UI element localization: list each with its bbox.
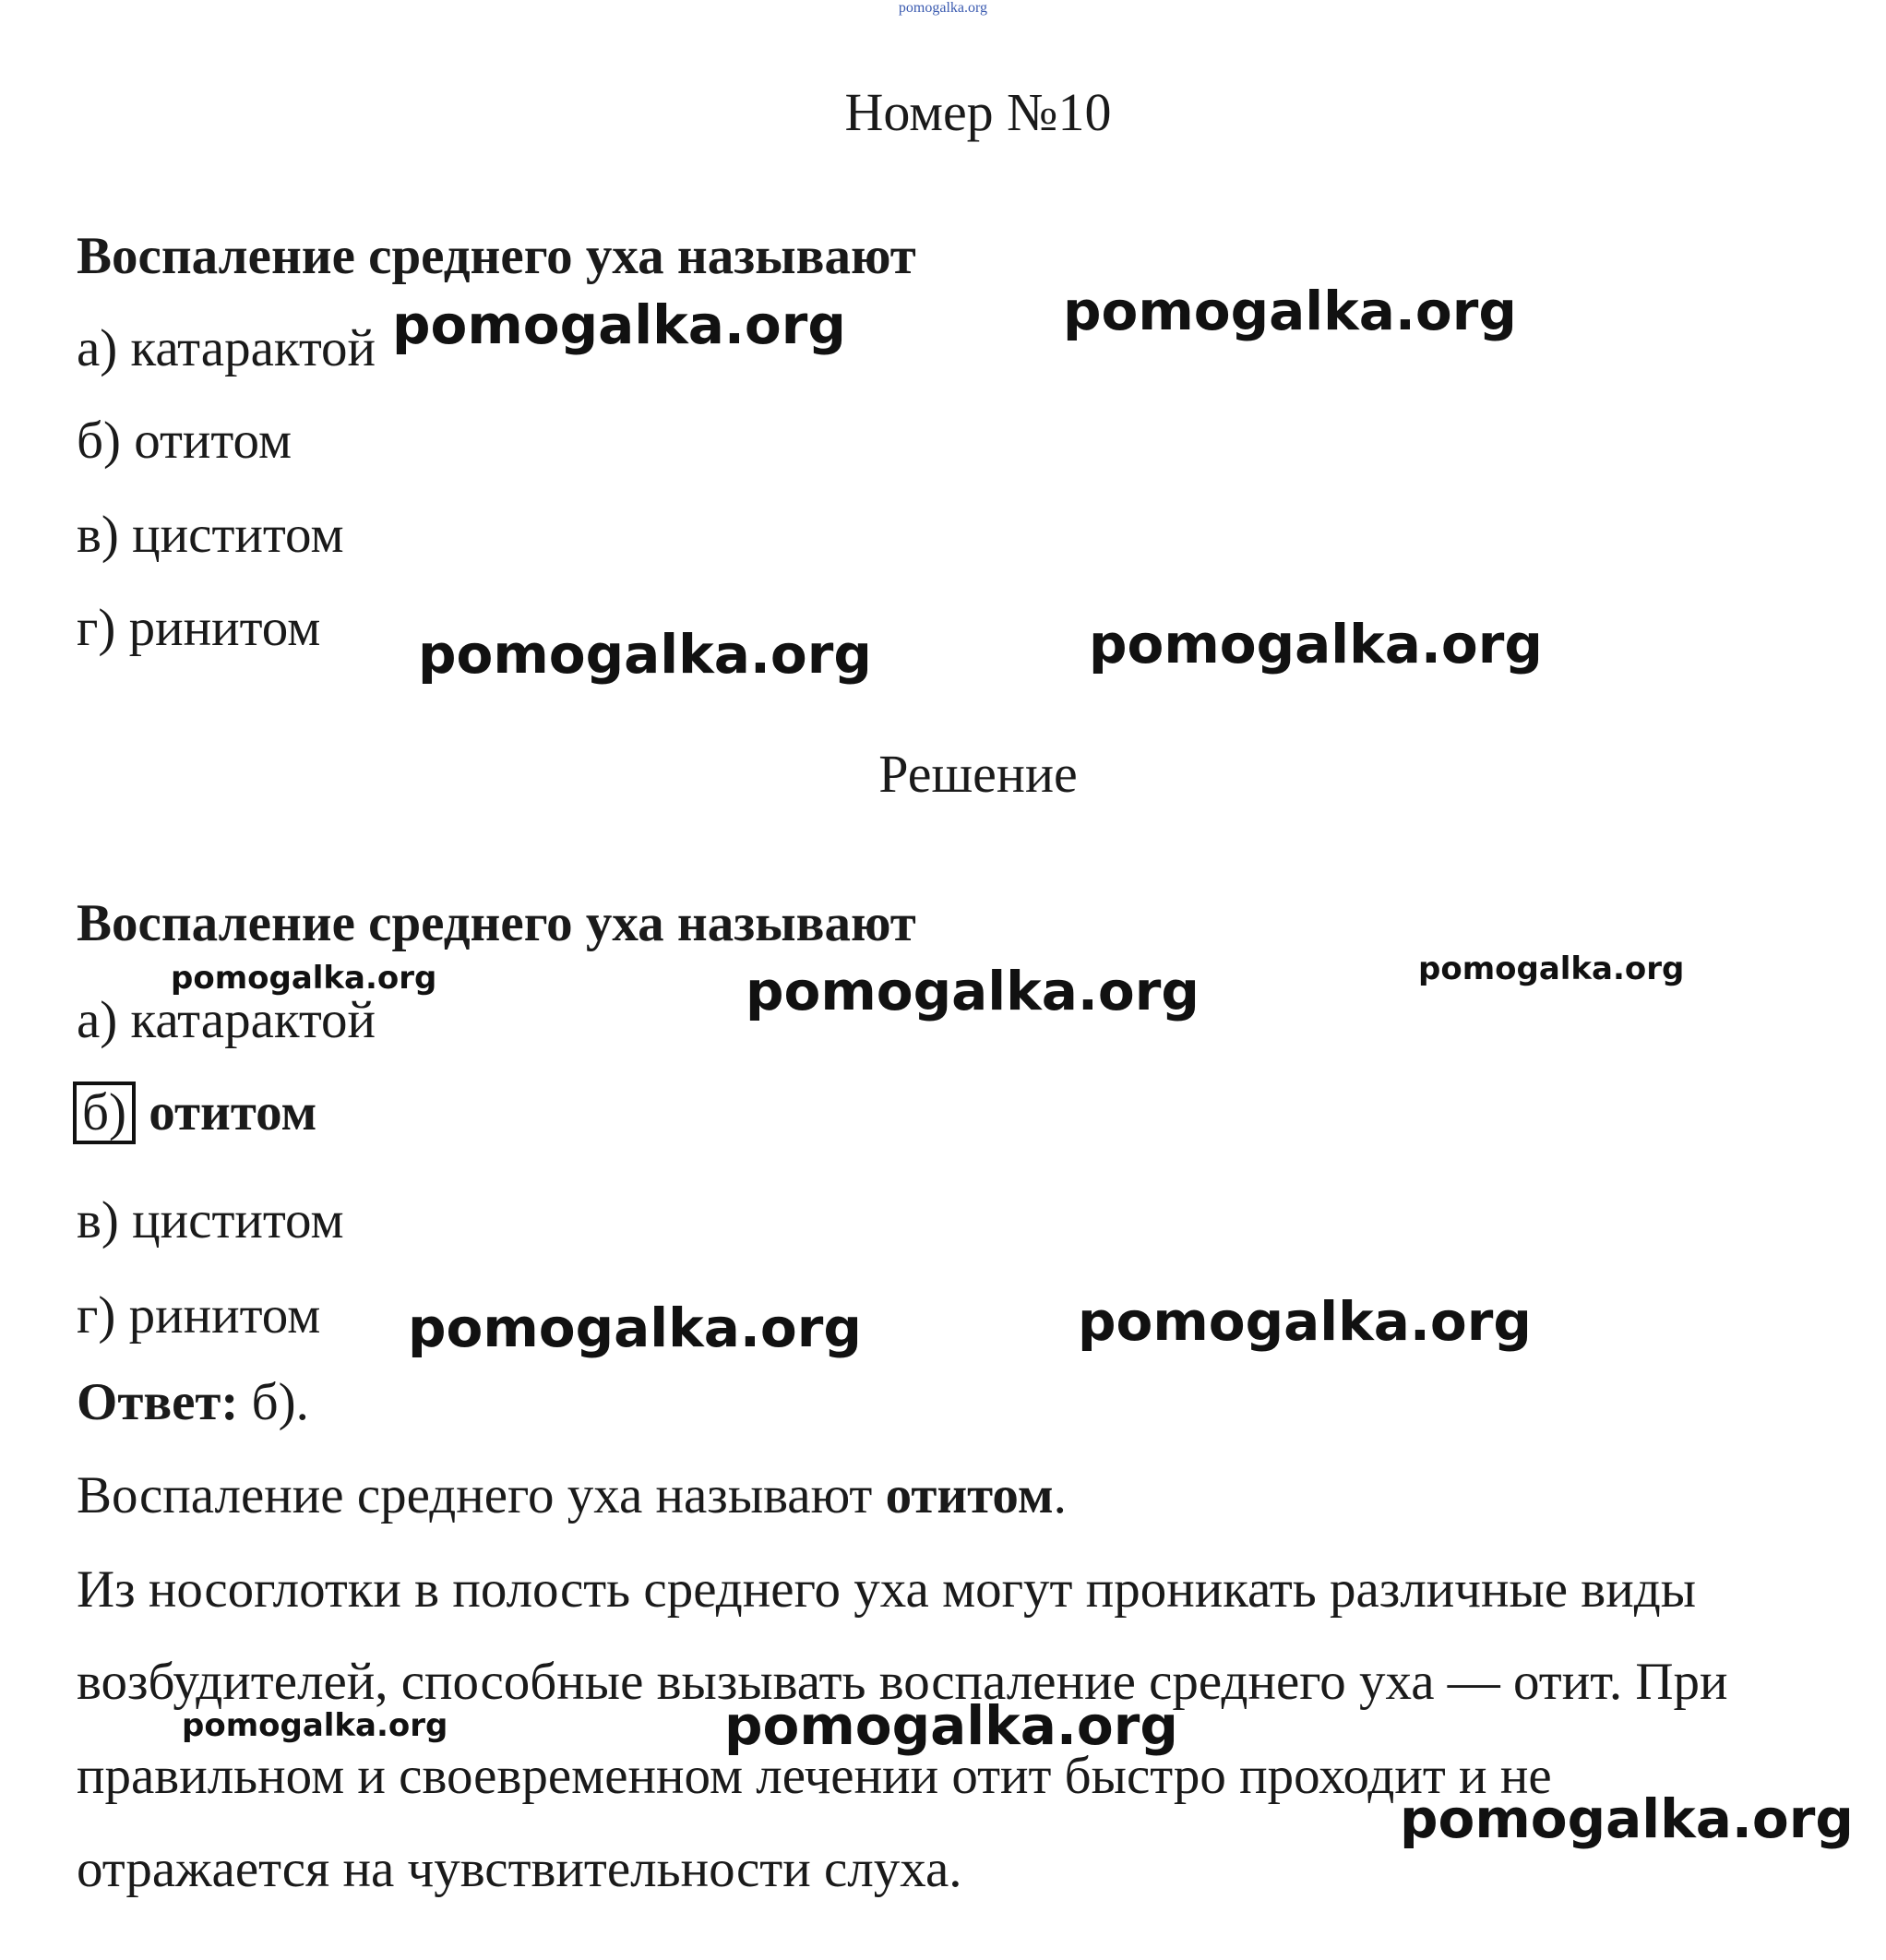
watermark: pomogalka.org xyxy=(1078,1290,1532,1353)
paragraph-line-4: отражается на чувствительности слуха. xyxy=(77,1840,962,1898)
solution-option-c xyxy=(77,1190,344,1250)
explanation-prefix: Воспаление среднего уха называют xyxy=(77,1466,886,1524)
answer-line xyxy=(77,1372,309,1432)
task-option-b: б) отитом xyxy=(77,412,292,470)
explanation-suffix: . xyxy=(1053,1466,1067,1524)
answer-label: Ответ: xyxy=(77,1373,239,1431)
task-option-a: а) катарактой xyxy=(77,319,376,377)
option-label: в) xyxy=(77,1191,119,1249)
solution-question: Воспаление среднего уха называют xyxy=(77,894,916,952)
option-text: отитом xyxy=(149,1083,317,1141)
solution-option-b-selected xyxy=(77,1082,316,1144)
watermark: pomogalka.org xyxy=(1400,1787,1854,1850)
option-label: а) xyxy=(77,991,118,1049)
paragraph-line-2: возбудителей, способные вызывать воспаление среднего уха — отит. При xyxy=(77,1653,1728,1711)
watermark: pomogalka.org xyxy=(1418,950,1685,987)
option-text: ринитом xyxy=(128,1286,321,1345)
watermark: pomogalka.org xyxy=(418,623,872,686)
option-text: катарактой xyxy=(130,991,376,1049)
option-text: циститом xyxy=(132,1191,344,1249)
watermark: pomogalka.org xyxy=(392,293,846,356)
task-question: Воспаление среднего уха называют xyxy=(77,227,916,285)
paragraph-line-1: Из носоглотки в полость среднего уха могут проникать различные виды xyxy=(77,1560,1697,1619)
task-option-d: г) ринитом xyxy=(77,599,321,657)
watermark: pomogalka.org xyxy=(1089,613,1543,675)
explanation-bold: отитом xyxy=(885,1466,1054,1524)
selected-option-box: б) xyxy=(73,1082,136,1144)
watermark: pomogalka.org xyxy=(746,960,1200,1022)
page-title: Номер №10 xyxy=(844,82,1112,142)
answer-value: б). xyxy=(251,1373,309,1431)
explanation-line xyxy=(77,1465,1067,1525)
option-label: г) xyxy=(77,1286,116,1345)
watermark: pomogalka.org xyxy=(724,1694,1178,1757)
watermark: pomogalka.org xyxy=(171,960,437,997)
solution-heading: Решение xyxy=(878,744,1078,804)
solution-option-d xyxy=(77,1285,320,1345)
watermark: pomogalka.org xyxy=(182,1707,448,1744)
top-watermark: pomogalka.org xyxy=(898,0,988,16)
paragraph-line-3: правильном и своевременном лечении отит быстро проходит и не xyxy=(77,1747,1552,1805)
task-option-c: в) циститом xyxy=(77,506,344,564)
solution-option-a xyxy=(77,990,376,1050)
watermark: pomogalka.org xyxy=(408,1297,862,1359)
watermark: pomogalka.org xyxy=(1063,280,1517,342)
